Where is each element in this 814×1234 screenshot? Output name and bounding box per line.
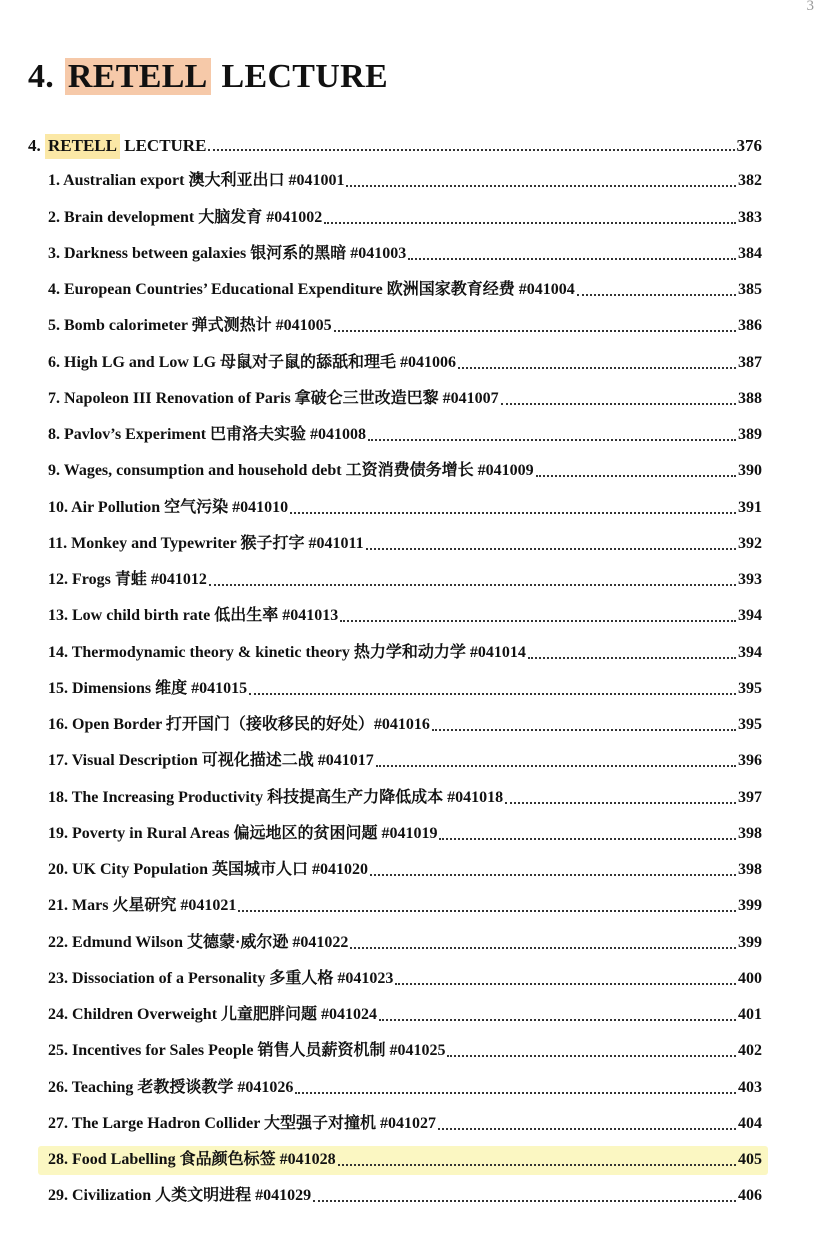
- toc-entry[interactable]: [0, 852, 808, 888]
- toc-dot-leader: [376, 765, 736, 767]
- toc-entry-label: 18. The Increasing Productivity 科技提高生产力降低成本 #041018: [48, 790, 503, 806]
- toc-entry-page: 395: [738, 681, 762, 697]
- toc-entry-label: 12. Frogs 青蛙 #041012: [48, 572, 207, 588]
- toc-dot-leader: [238, 910, 736, 912]
- title-rest: LECTURE: [221, 58, 387, 95]
- title-highlight-word: RETELL: [65, 58, 211, 95]
- toc-entry-page: 390: [738, 463, 762, 479]
- page-title: [28, 58, 388, 96]
- toc-dot-leader: [368, 439, 736, 441]
- toc-entry-page: 387: [738, 355, 762, 371]
- toc-dot-leader: [458, 367, 736, 369]
- toc-entry-label: 5. Bomb calorimeter 弹式测热计 #041005: [48, 318, 332, 334]
- toc-dot-leader: [439, 838, 736, 840]
- toc-entry-page: 391: [738, 500, 762, 516]
- toc-entry-label: 25. Incentives for Sales People 销售人员薪资机制 #041025: [48, 1043, 445, 1059]
- toc-entry-page: 382: [738, 173, 762, 189]
- toc-entry[interactable]: [0, 961, 808, 997]
- toc-entry[interactable]: [0, 1178, 808, 1214]
- toc-dot-leader: [395, 983, 736, 985]
- toc-entry-page: 405: [738, 1152, 762, 1168]
- toc-heading-number: 4.: [28, 136, 41, 155]
- toc-entry[interactable]: [0, 526, 808, 562]
- toc-dot-leader: [528, 657, 736, 659]
- toc-entry-page: 406: [738, 1188, 762, 1204]
- toc-entry-page: 393: [738, 572, 762, 588]
- toc-entry-label: 9. Wages, consumption and household debt 工资消费债务增长 #041009: [48, 463, 534, 479]
- toc-entry-label: 21. Mars 火星研究 #041021: [48, 898, 236, 914]
- toc-entry-page: 403: [738, 1080, 762, 1096]
- toc-entry-label: 1. Australian export 澳大利亚出口 #041001: [48, 173, 344, 189]
- toc-entry-page: 384: [738, 246, 762, 262]
- toc-entry-label: 20. UK City Population 英国城市人口 #041020: [48, 862, 368, 878]
- toc-entry-label: 22. Edmund Wilson 艾德蒙·威尔逊 #041022: [48, 935, 348, 951]
- toc-entry-label: 16. Open Border 打开国门（接收移民的好处）#041016: [48, 717, 430, 733]
- toc-entry[interactable]: [0, 200, 808, 236]
- toc-dot-leader: [379, 1019, 736, 1021]
- toc-heading-label: [28, 137, 206, 154]
- toc-entry-page: 389: [738, 427, 762, 443]
- toc-entry-page: 395: [738, 717, 762, 733]
- toc-entry-label: 8. Pavlov’s Experiment 巴甫洛夫实验 #041008: [48, 427, 366, 443]
- toc-entry[interactable]: [0, 743, 808, 779]
- toc-entry-page: 386: [738, 318, 762, 334]
- toc-entry-page: 397: [738, 790, 762, 806]
- toc-entry-page: 388: [738, 391, 762, 407]
- toc-entry-label: 4. European Countries’ Educational Expenditure 欧洲国家教育经费 #041004: [48, 282, 575, 298]
- toc-entry-label: 2. Brain development 大脑发育 #041002: [48, 210, 322, 226]
- toc-entry-page: 399: [738, 935, 762, 951]
- toc-entry[interactable]: [0, 453, 808, 489]
- toc-dot-leader: [577, 294, 736, 296]
- toc-entry-label: 6. High LG and Low LG 母鼠对子鼠的舔舐和理毛 #041006: [48, 355, 456, 371]
- toc-entry-page: 398: [738, 826, 762, 842]
- toc-dot-leader: [432, 729, 736, 731]
- toc-entry-page: 399: [738, 898, 762, 914]
- toc-entry-page: 401: [738, 1007, 762, 1023]
- toc-heading-highlight: RETELL: [45, 134, 120, 159]
- toc-entry-label: 15. Dimensions 维度 #041015: [48, 681, 247, 697]
- toc-dot-leader: [501, 403, 736, 405]
- toc-entry-label: 14. Thermodynamic theory & kinetic theory 热力学和动力学 #041014: [48, 645, 526, 661]
- toc-entry[interactable]: [0, 417, 808, 453]
- toc-entry-label: 11. Monkey and Typewriter 猴子打字 #041011: [48, 536, 364, 552]
- toc-entry-page: 402: [738, 1043, 762, 1059]
- toc-heading-rest: LECTURE: [124, 136, 206, 155]
- toc-entry-label: 19. Poverty in Rural Areas 偏远地区的贫困问题 #041019: [48, 826, 437, 842]
- toc-entry[interactable]: [0, 888, 808, 924]
- toc-entry-page: 398: [738, 862, 762, 878]
- toc-entry[interactable]: [0, 1033, 808, 1069]
- toc-entry[interactable]: [0, 780, 808, 816]
- toc-entry[interactable]: [0, 308, 808, 344]
- toc-entry-page: 394: [738, 608, 762, 624]
- toc-entry-label: 24. Children Overweight 儿童肥胖问题 #041024: [48, 1007, 377, 1023]
- toc-dot-leader: [408, 258, 736, 260]
- page-footer-cutoff: [28, 1222, 788, 1234]
- toc-entry-page: 385: [738, 282, 762, 298]
- corner-page-number: 3: [807, 0, 814, 15]
- toc-dot-leader: [350, 947, 736, 949]
- toc-entry-label: 3. Darkness between galaxies 银河系的黑暗 #041003: [48, 246, 406, 262]
- toc-dot-leader: [370, 874, 736, 876]
- toc-dot-leader: [208, 149, 734, 151]
- toc-dot-leader: [313, 1200, 736, 1202]
- toc-entry[interactable]: [0, 562, 808, 598]
- toc-entry[interactable]: [0, 163, 808, 199]
- toc-entry[interactable]: [0, 707, 808, 743]
- toc-dot-leader: [346, 185, 736, 187]
- toc-dot-leader: [249, 693, 736, 695]
- toc-entry[interactable]: [0, 671, 808, 707]
- toc-entry[interactable]: [0, 1070, 808, 1106]
- toc-dot-leader: [447, 1055, 736, 1057]
- toc-entry[interactable]: [0, 997, 808, 1033]
- toc-entry[interactable]: [0, 635, 808, 671]
- toc-dot-leader: [438, 1128, 736, 1130]
- toc-entry-label: 13. Low child birth rate 低出生率 #041013: [48, 608, 338, 624]
- toc-entry-label: 17. Visual Description 可视化描述二战 #041017: [48, 753, 374, 769]
- toc-entry-label: 26. Teaching 老教授谈教学 #041026: [48, 1080, 293, 1096]
- toc-dot-leader: [290, 512, 736, 514]
- toc-dot-leader: [209, 584, 736, 586]
- title-number: 4.: [28, 58, 54, 95]
- toc-dot-leader: [340, 620, 736, 622]
- toc-entry[interactable]: [0, 1106, 808, 1142]
- toc-entry-label: 27. The Large Hadron Collider 大型强子对撞机 #041027: [48, 1116, 436, 1132]
- toc-entry[interactable]: [0, 345, 808, 381]
- toc-entry-label: 10. Air Pollution 空气污染 #041010: [48, 500, 288, 516]
- toc-entry[interactable]: [0, 490, 808, 526]
- toc-entry-label: 29. Civilization 人类文明进程 #041029: [48, 1188, 311, 1204]
- toc-dot-leader: [295, 1092, 736, 1094]
- toc-dot-leader: [324, 222, 736, 224]
- toc-entry[interactable]: [0, 925, 808, 961]
- toc-entry-page: 396: [738, 753, 762, 769]
- table-of-contents: [0, 127, 808, 1215]
- toc-dot-leader: [334, 330, 736, 332]
- toc-entry[interactable]: [0, 1142, 808, 1178]
- toc-entry-page: 394: [738, 645, 762, 661]
- toc-entry-page: 383: [738, 210, 762, 226]
- toc-entry-page: 404: [738, 1116, 762, 1132]
- toc-entry-page: 400: [738, 971, 762, 987]
- toc-entry-label: 7. Napoleon III Renovation of Paris 拿破仑三世改造巴黎 #041007: [48, 391, 499, 407]
- toc-dot-leader: [536, 475, 736, 477]
- toc-entry[interactable]: [0, 816, 808, 852]
- toc-heading-page: 376: [737, 137, 763, 154]
- toc-dot-leader: [338, 1164, 736, 1166]
- toc-entry[interactable]: [0, 272, 808, 308]
- toc-entry-page: 392: [738, 536, 762, 552]
- toc-entry[interactable]: [0, 381, 808, 417]
- toc-section-heading[interactable]: [0, 127, 808, 163]
- toc-dot-leader: [505, 802, 736, 804]
- toc-entry-label: 28. Food Labelling 食品颜色标签 #041028: [48, 1152, 336, 1168]
- toc-dot-leader: [366, 548, 736, 550]
- toc-entry-label: 23. Dissociation of a Personality 多重人格 #041023: [48, 971, 393, 987]
- toc-entry[interactable]: [0, 236, 808, 272]
- toc-entry[interactable]: [0, 598, 808, 634]
